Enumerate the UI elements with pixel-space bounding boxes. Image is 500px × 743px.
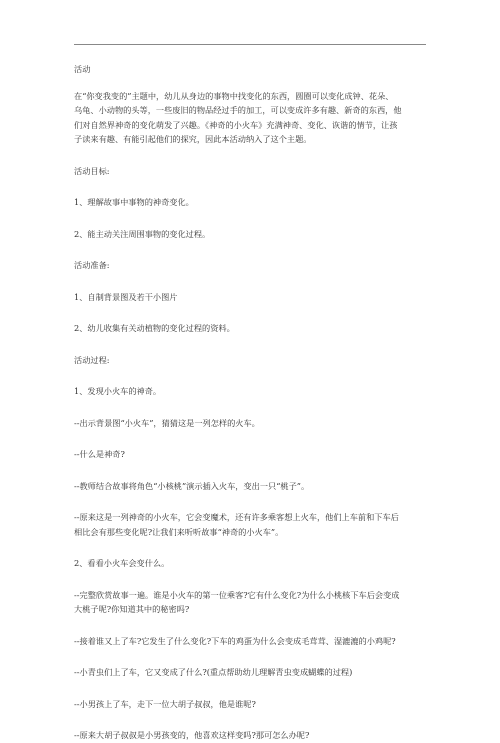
step-detail: --接着谁又上了车?它发生了什么变化?下车的鸡蛋为什么会变成毛茸茸、湿漉漉的小鸡呢? [74, 635, 396, 646]
step-detail: --原来大胡子叔叔是小男孩变的，他喜欢这样变吗?那可怎么办呢? [74, 730, 310, 740]
step-detail: 大桃子呢?你知道其中的秘密吗? [74, 604, 190, 614]
process-title: 活动过程: [74, 354, 110, 365]
goal-item: 2、能主动关注周围事物的变化过程。 [74, 228, 211, 239]
prep-item: 1、自制背景图及若干小图片 [74, 291, 178, 302]
step-detail: --什么是神奇? [74, 449, 125, 459]
goals-title: 活动目标: [74, 165, 110, 176]
intro-line: 们对自然界神奇的变化萌发了兴趣。《神奇的小火车》充满神奇、变化、诙谐的情节，让孩 [74, 119, 398, 130]
prep-item: 2、幼儿收集有关动植物的变化过程的资料。 [74, 323, 235, 333]
step-detail: 相比会有那些变化呢?让我们来听听故事“神奇的小火车”。 [74, 526, 284, 537]
step-detail: --原来这是一列神奇的小火车，它会变魔术，还有许多乘客想上火车，他们上车前和下车后 [74, 512, 399, 522]
intro-line: 子读来有趣、有能引起他们的探究，因此本活动纳入了这个主题。 [74, 134, 312, 144]
intro-line: 在“你变我变的”主题中，幼儿从身边的事物中找变化的东西，圆圈可以变化成钟、花朵、 [74, 90, 394, 101]
step-detail: --教师结合故事将角色“小核桃”演示插入火车，变出一只“桃子”。 [74, 480, 310, 491]
document-body [74, 62, 430, 743]
intro-line: 乌龟、小动物的头等，一些废旧的物品经过手的加工，可以变成许多有趣、新奇的东西，他 [74, 105, 402, 115]
step-detail: --出示背景图“小火车”，猜猜这是一列怎样的火车。 [74, 417, 260, 428]
step-heading: 1、发现小火车的神奇。 [74, 386, 162, 396]
step-detail: --小青虫们上了车，它又变成了什么?(重点帮助幼儿理解青虫变成蝴蝶的过程) [74, 667, 353, 677]
goal-item: 1、理解故事中事物的神奇变化。 [74, 197, 194, 207]
prep-title: 活动准备: [74, 260, 110, 270]
header-rule [74, 44, 426, 45]
step-detail: --小男孩上了车，走下一位大胡子叔叔，他是谁呢? [74, 698, 256, 709]
step-heading: 2、看看小火车会变什么。 [74, 558, 170, 568]
heading: 活动 [74, 64, 91, 74]
step-detail: --完整欣赏故事一遍。谁是小火车的第一位乘客?它有什么变化?为什么小桃核下车后会变成 [74, 589, 400, 600]
